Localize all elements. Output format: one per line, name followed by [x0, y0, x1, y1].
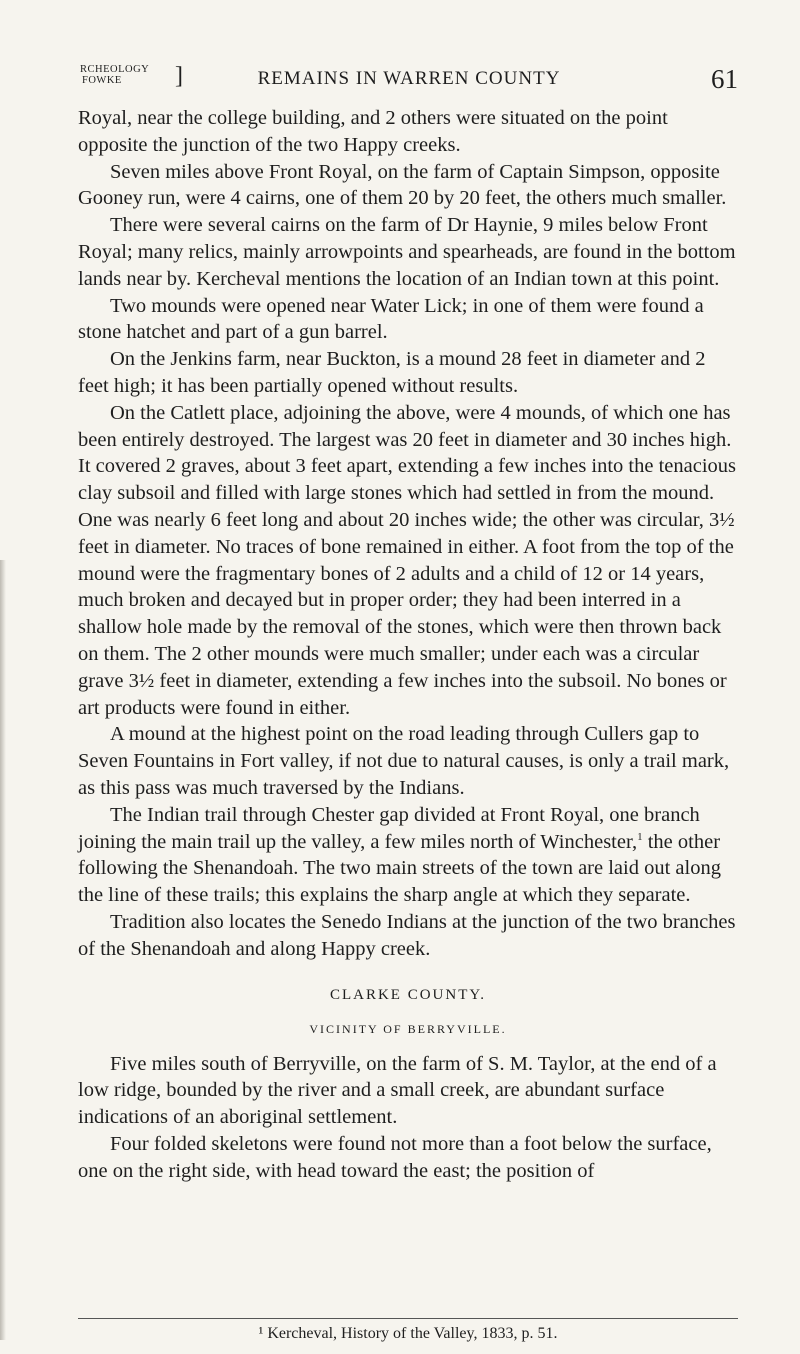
- section-heading: CLARKE COUNTY.: [329, 986, 487, 1003]
- series-line-2: FOWKE: [82, 75, 122, 86]
- paragraph-simpson-farm: Seven miles above Front Royal, on the farm of Captain Simpson, opposite Gooney run, were 4 cairns, one of them 20 by 20 feet, the others much smaller.: [78, 160, 727, 210]
- running-title: REMAINS IN WARREN COUNTY: [257, 68, 561, 89]
- trail-text-before: The Indian trail through Chester gap divided at Front Royal, one branch joining the main trail up the valley, a few miles north of Winchester,: [78, 803, 700, 853]
- scan-edge-shadow: [0, 560, 6, 1340]
- trail-text-after: the other following the Shenandoah. The two main streets of the town are laid out along the line of these trails; this explains the sharp angle at which they separate.: [78, 830, 721, 907]
- paragraph-folded-skeletons: Four folded skeletons were found not more than a foot below the surface, one on the right side, with head toward the east; the position of: [78, 1132, 712, 1182]
- page-number: 61: [711, 64, 738, 94]
- paragraph-water-lick: Two mounds were opened near Water Lick; in one of them were found a stone hatchet and part of a gun barrel.: [78, 294, 704, 344]
- series-line-1: RCHEOLOGY: [80, 64, 150, 75]
- running-head: [80, 62, 738, 98]
- paragraph-taylor-farm: Five miles south of Berryville, on the farm of S. M. Taylor, at the end of a low ridge, bounded by the river and a small creek, are abundant surface indications of an aboriginal settlement.: [78, 1052, 717, 1129]
- paragraph-catlett-place: On the Catlett place, adjoining the above, were 4 mounds, of which one has been entirely destroyed. The largest was 20 feet in diameter and 30 inches high. It covered 2 graves, about 3 feet apart, extending a few inches into the tenacious clay subsoil and filled with large stones which had settled in from the mound. One was nearly 6 feet long and about 20 inches wide; the other was circular, 3½ feet in diameter. No traces of bone remained in either. A foot from the top of the mound were the fragmentary bones of 2 adults and a child of 12 or 14 years, much broken and decayed but in proper order; they had been interred in a shallow hole made by the removal of the stones, which were then thrown back on them. The 2 other mounds were much smaller; under each was a circular grave 3½ feet in diameter, extending a few inches into the subsoil. No bones or art products were found in either.: [78, 401, 737, 719]
- footnote-rule: [78, 1318, 738, 1320]
- paragraph-haynie-farm: There were several cairns on the farm of Dr Haynie, 9 miles below Front Royal; many relics, mainly arrowpoints and spearheads, are found in the bottom lands near by. Kercheval mentions the location of an Indian town at this point.: [78, 214, 736, 290]
- paragraph-continued: Royal, near the college building, and 2 others were situated on the point opposite the junction of the two Happy creeks.: [78, 107, 668, 156]
- paragraph-jenkins-farm: On the Jenkins farm, near Buckton, is a mound 28 feet in diameter and 2 feet high; it has been partially opened without results.: [78, 348, 706, 397]
- section-subheading: VICINITY OF BERRYVILLE.: [309, 1021, 507, 1036]
- paragraph-cullers-gap: A mound at the highest point on the road leading through Cullers gap to Seven Fountains in Fort valley, if not due to natural causes, is only a trail mark, as this pass was much traversed by the Indians.: [78, 723, 730, 799]
- footnote: ¹ Kercheval, History of the Valley, 1833, p. 51.: [258, 1325, 558, 1342]
- series-bracket: ]: [175, 63, 184, 89]
- footnote-ref: 1: [637, 830, 643, 843]
- body-text: [78, 105, 738, 1184]
- paragraph-senedo-tradition: Tradition also locates the Senedo Indians at the junction of the two branches of the Shenandoah and along Happy creek.: [78, 910, 736, 960]
- paragraph-indian-trail: [78, 802, 738, 909]
